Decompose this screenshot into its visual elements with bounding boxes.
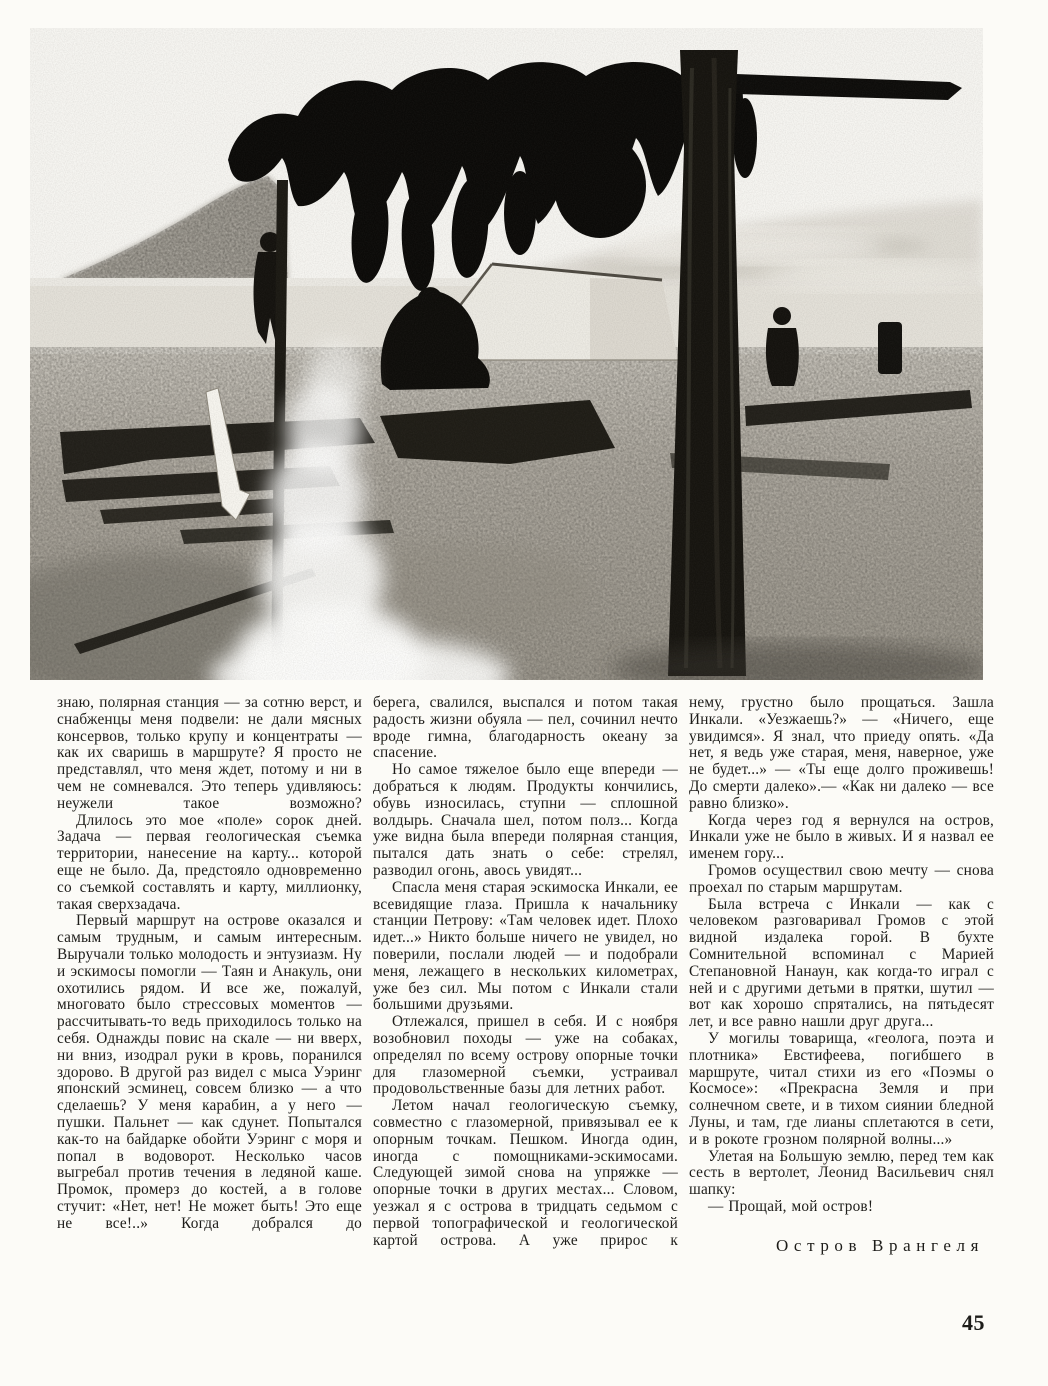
paragraph: Когда через год я вернулся на остров, Инкали уже не было в живых. И я назвал ее именем гору... — [689, 811, 994, 863]
page-number: 45 — [962, 1310, 985, 1335]
paragraph: Была встреча с Инкали — как с человеком разговаривал Громов с этой видной издалека горой. В бухте Сомнительной вспоминал с Марией Степановной Нанаун, как когда-то играл с ней и с другими детьми в прятки, шутил — вот как хорошо спрятались, на пятьдесят лет, и все равно нашли друг друга... — [689, 895, 994, 1031]
article-text — [57, 695, 995, 1256]
paragraph: Но самое тяжелое было еще впереди — добраться к людям. Продукты кончились, обувь износилась, ступни — сплошной волдырь. Сначала шел, потом полз... Когда уже видна была впереди полярная станция, пытался дать знать о себе: стрелял, разводил огонь, авось увидят... — [373, 761, 678, 879]
paragraph: Летом начал геологическую съемку, совместно с глазомерной, привязывал ее к опорным точкам. Пешком. Иногда один, иногда с помощниками-эскимосами. Следующей зимой снова на упряжке — опорные точки в других местах... Словом, уезжал я с острова в тридцать седьмом с первой топографической и геологической картой острова. А уже прирос к — [373, 1097, 678, 1249]
paragraph: У могилы товарища, «геолога, поэта и плотника» Евстифеева, погибшего в маршруте, читал стихи из его «Поэмы о Космосе»: «Прекрасна Земля и при солнечном свете, и в тихом сиянии бледной Луны, и там, где лианы сплетаются в сети, и в рокоте грозном полярной волны...» — [689, 1029, 994, 1148]
paragraph: Длилось это мое «поле» сорок дней. Задача — первая геологическая съемка территории, нанесение на карту... которой еще не было. Да, предстояло одновременно со съемкой составлять и карту, миллионку, такая сверхзадача. — [57, 811, 362, 913]
paragraph: Первый маршрут на острове оказался и самым трудным, и самым интересным. Выручали только молодость и энтузиазм. Ну и эскимосы помогли — Таян и Анакуль, они охотились рядом. И все же, пожалуй, многовато было стрессовых моментов — рассчитывать-то ведь приходилось только на себя. Однажды повис на скале — ни вверх, ни вниз, изодрал руки в кровь, поранился здорово. В другой раз видел с мыса Уэринг японский эсминец, совсем близко — а что сделаешь? У меня карабин, а у него — пушки. Пальнет — как сдунет. Попытался как-то на байдарке обойти Уэринг с моря и попал в водоворот. Несколько часов выгребал против течения в ледяной каше. Промок, промерз до костей, а в голове стучит: «Нет, нет! Не может быть! Это еще не все!..» Когда добрался до — [57, 912, 362, 1232]
text-column-2 — [373, 695, 678, 1256]
paragraph: Громов осуществил свою мечту — снова проехал по старым маршрутам. — [689, 861, 994, 896]
text-column-1 — [57, 695, 362, 1256]
camp-photo-graphic — [30, 28, 983, 680]
paragraph: берега, свалился, выспался и потом такая радость жизни обуяла — пел, сочинил нечто вроде гимна, благодарность океану за спасение. — [373, 694, 678, 762]
paragraph: Отлежался, пришел в себя. И с ноября возобновил походы — уже на собаках, определял по всему острову опорные точки для глазомерной съемки, устраивал продовольственные базы для летних работ. — [373, 1013, 678, 1098]
camp-photo — [30, 28, 983, 680]
paragraph: Улетая на Большую землю, перед тем как сесть в вертолет, Леонид Васильевич снял шапку: — [689, 1147, 994, 1199]
text-column-3 — [689, 695, 994, 1256]
paragraph: знаю, полярная станция — за сотню верст, и снабженцы меня подвели: не дали мясных консервов, только крупу и концентраты — как их сваришь в маршруте? Я просто не представлял, что меня ждет, потому и ни в чем не сомневался. Это теперь удивляюсь: неужели такое возможно? — [57, 694, 362, 812]
article-signature: Остров Врангеля — [776, 1235, 984, 1255]
paragraph: — Прощай, мой остров! — [708, 1197, 874, 1215]
paragraph: Спасла меня старая эскимоска Инкали, ее всевидящие глаза. Пришла к начальнику станции Петрову: «Там человек идет. Плохо идет...» Никто больше ничего не увидел, но поверили, послали людей — и подобрали меня, лежащего в нескольких километрах, уже без сил. Мы потом с Инкали стали большими друзьями. — [373, 878, 678, 1014]
paragraph: нему, грустно было прощаться. Зашла Инкали. «Уезжаешь?» — «Ничего, еще увидимся». Я знал, что приеду опять. «Да нет, я ведь уже старая, меня, наверное, уже не будет...» — «Ты еще долго проживешь! До смерти далеко».— «Как ни далеко — все равно близко». — [689, 694, 994, 812]
